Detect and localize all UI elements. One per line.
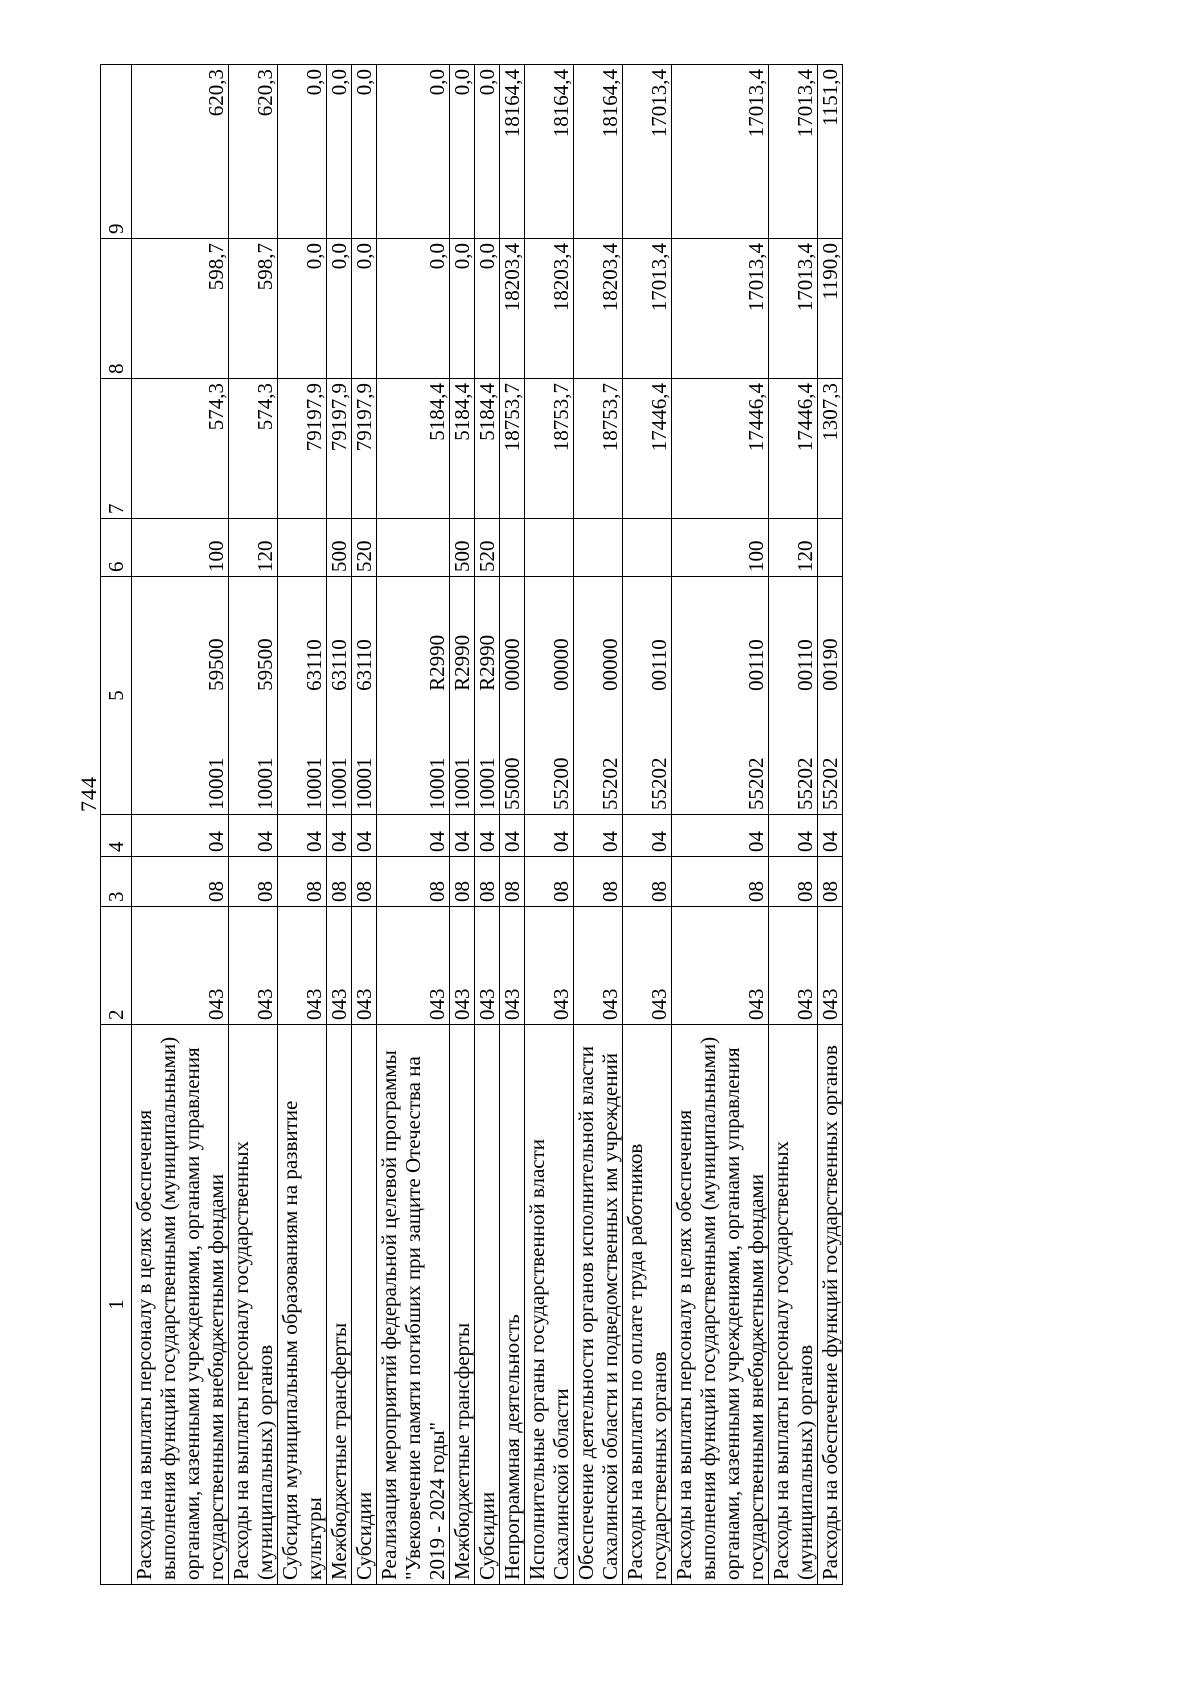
- row-code-5-part-a: 10001: [327, 757, 351, 810]
- column-header: 9: [101, 65, 132, 239]
- row-value-9: 17013,4: [623, 65, 672, 239]
- row-code-2: 043: [450, 907, 475, 1025]
- row-code-6: 500: [450, 519, 475, 577]
- row-value-8: 18203,4: [574, 239, 623, 379]
- table-row: [574, 65, 623, 1585]
- row-value-9: 18164,4: [574, 65, 623, 239]
- row-code-5-part-b: 63110: [327, 639, 351, 691]
- row-code-4: 04: [769, 815, 818, 857]
- row-value-7: 18753,7: [574, 379, 623, 519]
- row-description: Расходы на выплаты персоналу в целях обеспечения выполнения функций государственными (муниципальными) органами, казенными учреждениями, органами управления государственными внебюджетными фондами: [672, 1025, 769, 1585]
- budget-table-container: [100, 65, 1065, 1585]
- row-value-7: 574,3: [132, 379, 229, 519]
- row-code-2: 043: [574, 907, 623, 1025]
- row-code-3: 08: [769, 857, 818, 907]
- row-description: Исполнительные органы государственной власти Сахалинской области: [525, 1025, 574, 1585]
- row-code-5-part-a: 10001: [352, 757, 376, 810]
- row-value-7: 5184,4: [377, 379, 450, 519]
- column-header: 7: [101, 379, 132, 519]
- row-code-5: [672, 577, 769, 815]
- table-row: [132, 65, 229, 1585]
- row-value-9: 17013,4: [769, 65, 818, 239]
- row-description: Субсидия муниципальным образованиям на развитие культуры: [278, 1025, 327, 1585]
- row-code-5-part-a: 55000: [500, 757, 524, 810]
- row-value-8: 598,7: [229, 239, 278, 379]
- row-code-5-part-b: 63110: [352, 639, 376, 691]
- row-value-9: 0,0: [450, 65, 475, 239]
- row-code-5-part-a: 10001: [425, 757, 449, 810]
- column-header: 4: [101, 815, 132, 857]
- table-row: [475, 65, 500, 1585]
- row-code-4: 04: [377, 815, 450, 857]
- row-code-5: [352, 577, 377, 815]
- row-value-7: 5184,4: [475, 379, 500, 519]
- row-value-7: 79197,9: [327, 379, 352, 519]
- column-header: 8: [101, 239, 132, 379]
- row-value-7: 17446,4: [623, 379, 672, 519]
- row-code-6: 520: [352, 519, 377, 577]
- row-code-4: 04: [132, 815, 229, 857]
- table-row: [229, 65, 278, 1585]
- row-code-5-part-b: R2990: [475, 634, 499, 691]
- column-header: 1: [101, 1025, 132, 1585]
- row-code-2: 043: [352, 907, 377, 1025]
- table-row: [377, 65, 450, 1585]
- row-code-2: 043: [229, 907, 278, 1025]
- row-code-2: 043: [132, 907, 229, 1025]
- row-code-5: [278, 577, 327, 815]
- row-value-9: 17013,4: [672, 65, 769, 239]
- row-value-8: 17013,4: [769, 239, 818, 379]
- row-value-9: 0,0: [475, 65, 500, 239]
- row-code-4: 04: [818, 815, 843, 857]
- row-code-6: [377, 519, 450, 577]
- row-value-8: 0,0: [327, 239, 352, 379]
- row-value-9: 18164,4: [500, 65, 525, 239]
- row-code-3: 08: [327, 857, 352, 907]
- row-value-9: 0,0: [327, 65, 352, 239]
- row-code-3: 08: [574, 857, 623, 907]
- row-value-8: 18203,4: [500, 239, 525, 379]
- row-code-5-part-b: 00000: [549, 638, 573, 691]
- row-code-5-part-a: 55202: [744, 757, 768, 810]
- row-value-9: 0,0: [352, 65, 377, 239]
- row-code-2: 043: [327, 907, 352, 1025]
- row-description: Субсидии: [352, 1025, 377, 1585]
- table-row: [672, 65, 769, 1585]
- row-code-3: 08: [352, 857, 377, 907]
- row-value-8: 0,0: [475, 239, 500, 379]
- row-code-4: 04: [278, 815, 327, 857]
- row-code-3: 08: [500, 857, 525, 907]
- row-code-5: [500, 577, 525, 815]
- table-row: [818, 65, 843, 1585]
- row-value-8: 0,0: [278, 239, 327, 379]
- table-row: [327, 65, 352, 1585]
- row-code-6: [500, 519, 525, 577]
- row-code-2: 043: [818, 907, 843, 1025]
- row-code-5-part-b: 00000: [598, 638, 622, 691]
- column-header: 5: [101, 577, 132, 815]
- column-header: 2: [101, 907, 132, 1025]
- row-value-8: 598,7: [132, 239, 229, 379]
- row-code-2: 043: [475, 907, 500, 1025]
- row-code-5: [574, 577, 623, 815]
- row-code-5: [818, 577, 843, 815]
- row-code-5-part-a: 55202: [818, 757, 842, 810]
- row-code-5-part-b: R2990: [425, 634, 449, 691]
- row-value-9: 0,0: [278, 65, 327, 239]
- row-code-5-part-b: 00000: [500, 638, 524, 691]
- row-description: Реализация мероприятий федеральной целевой программы "Увековечение памяти погибших при защите Отечества на 2019 - 2024 годы": [377, 1025, 450, 1585]
- row-code-5-part-a: 10001: [253, 757, 277, 810]
- row-code-2: 043: [623, 907, 672, 1025]
- row-code-5-part-b: 59500: [204, 638, 228, 691]
- row-code-4: 04: [352, 815, 377, 857]
- row-code-5-part-b: 00190: [818, 638, 842, 691]
- row-code-6: [574, 519, 623, 577]
- table-row: [623, 65, 672, 1585]
- row-value-8: 0,0: [377, 239, 450, 379]
- row-code-5: [450, 577, 475, 815]
- row-code-5-part-a: 10001: [450, 757, 474, 810]
- row-code-5-part-b: 00110: [744, 639, 768, 691]
- table-row: [769, 65, 818, 1585]
- row-code-6: [623, 519, 672, 577]
- row-value-7: 18753,7: [525, 379, 574, 519]
- page-number: 744: [76, 776, 101, 812]
- row-code-2: 043: [377, 907, 450, 1025]
- row-code-3: 08: [278, 857, 327, 907]
- row-value-8: 18203,4: [525, 239, 574, 379]
- row-code-6: [525, 519, 574, 577]
- row-value-8: 17013,4: [623, 239, 672, 379]
- table-row: [500, 65, 525, 1585]
- row-code-5: [623, 577, 672, 815]
- row-value-9: 0,0: [377, 65, 450, 239]
- row-value-8: 0,0: [450, 239, 475, 379]
- row-code-5: [377, 577, 450, 815]
- row-value-8: 0,0: [352, 239, 377, 379]
- row-value-7: 17446,4: [769, 379, 818, 519]
- row-description: Межбюджетные трансферты: [327, 1025, 352, 1585]
- row-code-5: [769, 577, 818, 815]
- row-code-5-part-b: 59500: [253, 638, 277, 691]
- row-code-5-part-a: 10001: [302, 757, 326, 810]
- row-description: Расходы на обеспечение функций государственных органов: [818, 1025, 843, 1585]
- row-code-2: 043: [278, 907, 327, 1025]
- row-code-6: 100: [132, 519, 229, 577]
- row-value-9: 620,3: [132, 65, 229, 239]
- row-code-6: 500: [327, 519, 352, 577]
- row-code-5-part-a: 55200: [549, 757, 573, 810]
- row-code-4: 04: [623, 815, 672, 857]
- row-code-4: 04: [525, 815, 574, 857]
- row-code-3: 08: [450, 857, 475, 907]
- row-code-5: [327, 577, 352, 815]
- row-value-7: 18753,7: [500, 379, 525, 519]
- table-row: [450, 65, 475, 1585]
- row-value-7: 574,3: [229, 379, 278, 519]
- row-value-7: 79197,9: [278, 379, 327, 519]
- row-code-3: 08: [132, 857, 229, 907]
- row-code-4: 04: [500, 815, 525, 857]
- row-description: Расходы на выплаты персоналу государственных (муниципальных) органов: [229, 1025, 278, 1585]
- row-code-2: 043: [500, 907, 525, 1025]
- row-code-5-part-a: 10001: [204, 757, 228, 810]
- row-description: Расходы на выплаты по оплате труда работников государственных органов: [623, 1025, 672, 1585]
- row-code-6: 100: [672, 519, 769, 577]
- row-code-6: [278, 519, 327, 577]
- row-code-3: 08: [623, 857, 672, 907]
- budget-table: [100, 64, 843, 1585]
- row-code-3: 08: [672, 857, 769, 907]
- row-value-7: 1307,3: [818, 379, 843, 519]
- column-header: 6: [101, 519, 132, 577]
- row-code-3: 08: [229, 857, 278, 907]
- row-description: Обеспечение деятельности органов исполнительной власти Сахалинской области и подведомственных им учреждений: [574, 1025, 623, 1585]
- row-code-2: 043: [525, 907, 574, 1025]
- row-code-3: 08: [475, 857, 500, 907]
- row-description: Расходы на выплаты персоналу в целях обеспечения выполнения функций государственными (муниципальными) органами, казенными учреждениями, органами управления государственными внебюджетными фондами: [132, 1025, 229, 1585]
- row-description: Непрограммная деятельность: [500, 1025, 525, 1585]
- row-value-8: 1190,0: [818, 239, 843, 379]
- row-value-9: 18164,4: [525, 65, 574, 239]
- row-code-5: [229, 577, 278, 815]
- row-code-5-part-a: 55202: [647, 757, 671, 810]
- row-value-8: 17013,4: [672, 239, 769, 379]
- row-code-5: [132, 577, 229, 815]
- row-value-7: 79197,9: [352, 379, 377, 519]
- row-code-5: [475, 577, 500, 815]
- row-code-4: 04: [574, 815, 623, 857]
- row-code-5-part-a: 55202: [598, 757, 622, 810]
- row-description: Расходы на выплаты персоналу государственных (муниципальных) органов: [769, 1025, 818, 1585]
- row-value-9: 620,3: [229, 65, 278, 239]
- table-row: [278, 65, 327, 1585]
- row-code-5: [525, 577, 574, 815]
- row-code-6: 120: [769, 519, 818, 577]
- table-row: [525, 65, 574, 1585]
- row-code-4: 04: [229, 815, 278, 857]
- row-code-6: 520: [475, 519, 500, 577]
- row-code-5-part-a: 55202: [793, 757, 817, 810]
- row-code-5-part-b: R2990: [450, 634, 474, 691]
- row-code-3: 08: [525, 857, 574, 907]
- row-code-4: 04: [475, 815, 500, 857]
- header-row: [101, 65, 132, 1585]
- row-code-5-part-b: 00110: [647, 639, 671, 691]
- row-description: Субсидии: [475, 1025, 500, 1585]
- row-code-4: 04: [327, 815, 352, 857]
- row-code-3: 08: [818, 857, 843, 907]
- row-value-7: 5184,4: [450, 379, 475, 519]
- row-code-3: 08: [377, 857, 450, 907]
- row-code-6: [818, 519, 843, 577]
- table-row: [352, 65, 377, 1585]
- row-value-9: 1151,0: [818, 65, 843, 239]
- row-code-2: 043: [672, 907, 769, 1025]
- row-code-6: 120: [229, 519, 278, 577]
- row-code-5-part-a: 10001: [475, 757, 499, 810]
- row-value-7: 17446,4: [672, 379, 769, 519]
- row-code-5-part-b: 63110: [302, 639, 326, 691]
- row-description: Межбюджетные трансферты: [450, 1025, 475, 1585]
- row-code-5-part-b: 00110: [793, 639, 817, 691]
- row-code-4: 04: [672, 815, 769, 857]
- row-code-2: 043: [769, 907, 818, 1025]
- row-code-4: 04: [450, 815, 475, 857]
- column-header: 3: [101, 857, 132, 907]
